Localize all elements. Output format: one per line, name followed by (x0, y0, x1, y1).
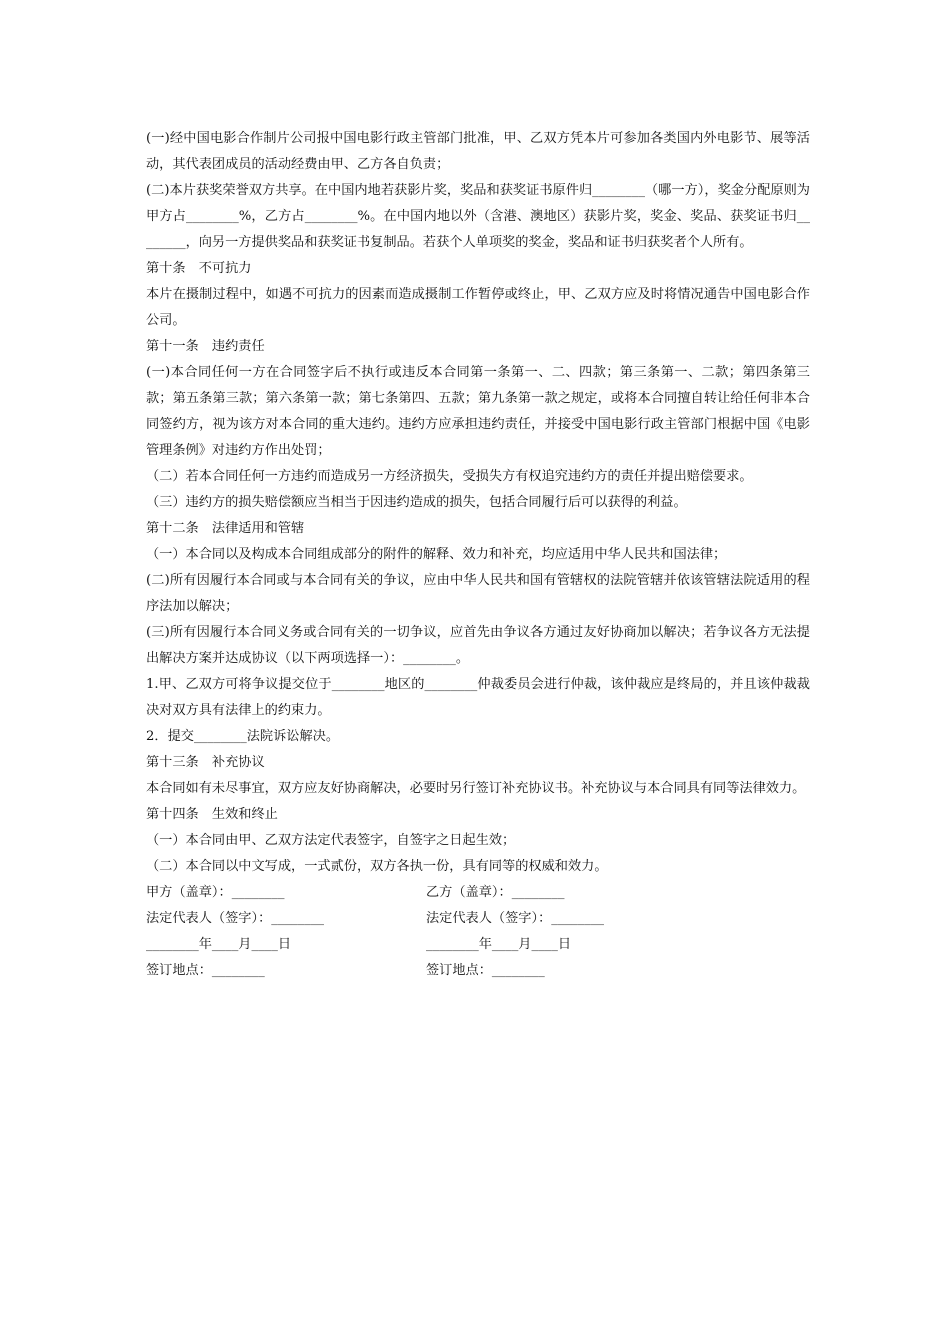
contract-page (146, 126, 810, 984)
article-12-item-2: (二)所有因履行本合同或与本合同有关的争议，应由中华人民共和国有管辖权的法院管辖并依该管辖法院适用的程序法加以解决； (146, 573, 810, 614)
party-b-representative: 法定代表人（签字）：________ (426, 911, 605, 926)
party-b-date: ________年____月____日 (426, 937, 572, 952)
signature-row-representative (146, 906, 810, 932)
article-13-text: 本合同如有未尽事宜，双方应友好协商解决，必要时另行签订补充协议书。补充协议与本合同具有同等法律效力。 (146, 781, 806, 796)
party-a-seal: 甲方（盖章）：________ (146, 885, 285, 900)
article-11-item-3: （三）违约方的损失赔偿额应当相当于因违约造成的损失，包括合同履行后可以获得的利益。 (146, 495, 687, 510)
article-12-heading: 第十二条 法律适用和管辖 (146, 521, 305, 536)
article-11-item-1: (一)本合同任何一方在合同签字后不执行或违反本合同第一条第一、二、四款；第三条第一、二款；第四条第三款；第五条第三款；第六条第一款；第七条第四、五款；第九条第一款之规定，或将本合同擅自转让给任何非本合同签约方，视为该方对本合同的重大违约。违约方应承担违约责任，并接受中国电影行政主管部门根据中国《电影管理条例》对违约方作出处罚； (146, 365, 810, 458)
article-12-option-1: 1.甲、乙双方可将争议提交位于________地区的________仲裁委员会进行仲裁，该仲裁应是终局的，并且该仲裁裁决对双方具有法律上的约束力。 (146, 677, 810, 718)
party-a-place: 签订地点：________ (146, 963, 265, 978)
article-13-heading: 第十三条 补充协议 (146, 755, 265, 770)
article-10-text: 本片在摄制过程中，如遇不可抗力的因素而造成摄制工作暂停或终止，甲、乙双方应及时将情况通告中国电影合作公司。 (146, 287, 810, 328)
article-12-item-3: (三)所有因履行本合同义务或合同有关的一切争议，应首先由争议各方通过友好协商加以解决；若争议各方无法提出解决方案并达成协议（以下两项选择一）：________。 (146, 625, 810, 666)
signature-row-seal (146, 880, 810, 906)
clause-9-item-1: (一)经中国电影合作制片公司报中国电影行政主管部门批准，甲、乙双方凭本片可参加各类国内外电影节、展等活动，其代表团成员的活动经费由甲、乙方各自负责； (146, 131, 810, 172)
article-12-option-2: 2．提交________法院诉讼解决。 (146, 729, 340, 744)
article-10-heading: 第十条 不可抗力 (146, 261, 252, 276)
signature-row-place (146, 958, 810, 984)
clause-9-item-2: (二)本片获奖荣誉双方共享。在中国内地若获影片奖，奖品和获奖证书原件归________（哪一方），奖金分配原则为甲方占________%，乙方占________%。在中国内地以外（含港、澳地区）获影片奖，奖金、奖品、获奖证书归________，向另一方提供奖品和获奖证书复制品。若获个人单项奖的奖金，奖品和证书归获奖者个人所有。 (146, 183, 810, 250)
article-11-heading: 第十一条 违约责任 (146, 339, 265, 354)
article-12-item-1: （一）本合同以及构成本合同组成部分的附件的解释、效力和补充，均应适用中华人民共和国法律； (146, 547, 727, 562)
signature-block (146, 880, 810, 984)
signature-row-date (146, 932, 810, 958)
party-b-seal: 乙方（盖章）：________ (426, 885, 565, 900)
contract-body (146, 126, 810, 880)
article-14-heading: 第十四条 生效和终止 (146, 807, 278, 822)
party-b-place: 签订地点：________ (426, 963, 545, 978)
article-14-item-2: （二）本合同以中文写成，一式贰份，双方各执一份，具有同等的权威和效力。 (146, 859, 608, 874)
party-a-representative: 法定代表人（签字）：________ (146, 911, 325, 926)
party-a-date: ________年____月____日 (146, 937, 292, 952)
article-11-item-2: （二）若本合同任何一方违约而造成另一方经济损失，受损失方有权追究违约方的责任并提出赔偿要求。 (146, 469, 753, 484)
article-14-item-1: （一）本合同由甲、乙双方法定代表签字，自签字之日起生效； (146, 833, 516, 848)
